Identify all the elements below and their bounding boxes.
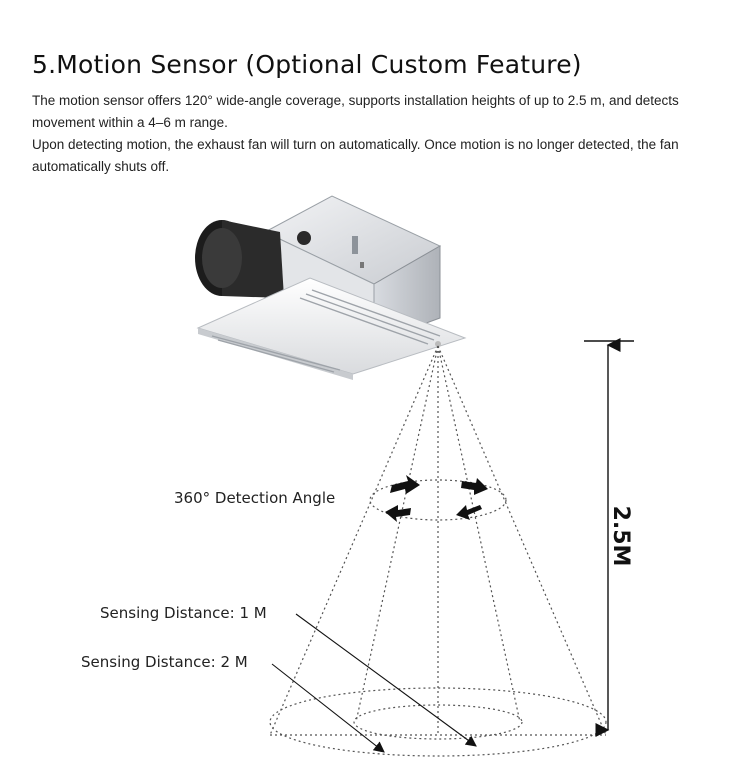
leader-lines [272, 614, 476, 752]
rotation-arrow-icon [385, 475, 488, 522]
description-paragraph-1: The motion sensor offers 120° wide-angle coverage, supports installation heights of up to 2.5 m, and detects movement within a 4–6 m range. [32, 93, 679, 130]
height-label: 2.5M [608, 505, 633, 567]
detection-cone [270, 346, 606, 756]
sensing-distance-1-label: Sensing Distance: 1 M [100, 604, 267, 622]
exhaust-fan-illustration [195, 196, 465, 380]
page-title: 5.Motion Sensor (Optional Custom Feature) [32, 50, 582, 79]
description-paragraph-2: Upon detecting motion, the exhaust fan will turn on automatically. Once motion is no longer detected, the fan automatically shuts off. [32, 137, 679, 174]
sensing-distance-2-label: Sensing Distance: 2 M [81, 653, 248, 671]
detection-angle-label: 360° Detection Angle [174, 489, 336, 507]
